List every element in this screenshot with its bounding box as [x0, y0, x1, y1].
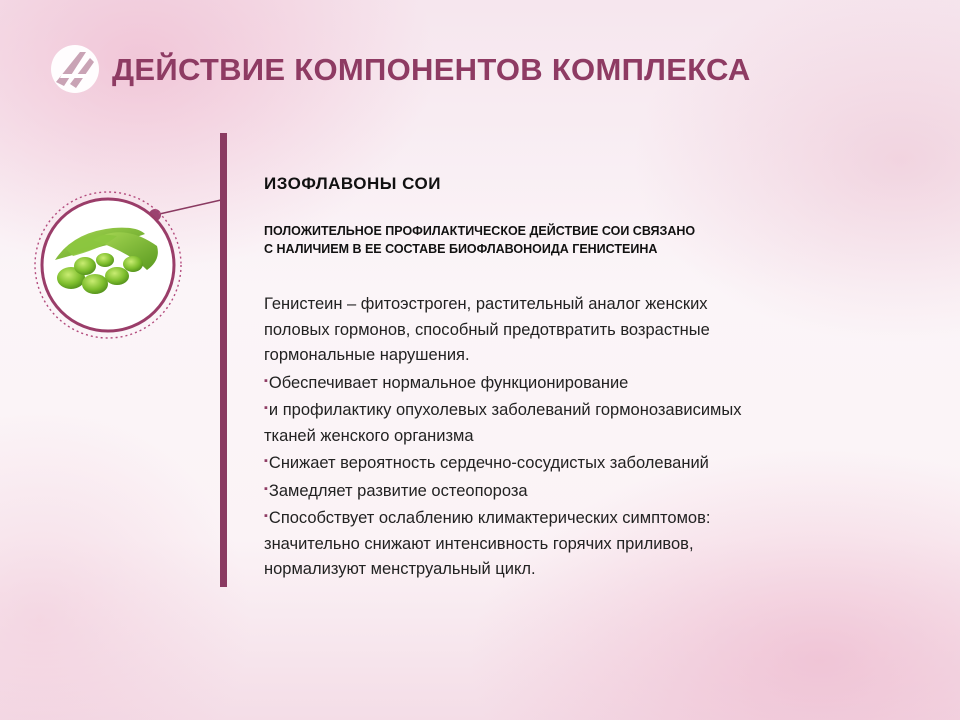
- bullet-icon: ▪: [264, 455, 268, 467]
- bullet-continuation: тканей женского организма: [264, 426, 474, 445]
- page-title: ДЕЙСТВИЕ КОМПОНЕНТОВ КОМПЛЕКСА: [112, 52, 751, 87]
- soybean-pods-image: [33, 190, 183, 340]
- subheading-line: С НАЛИЧИЕМ В ЕЕ СОСТАВЕ БИОФЛАВОНОИДА ГЕНИСТЕИНА: [264, 242, 658, 256]
- intro-line: гормональные нарушения.: [264, 346, 470, 364]
- section-heading: ИЗОФЛАВОНЫ СОИ: [264, 174, 441, 193]
- subheading-line: ПОЛОЖИТЕЛЬНОЕ ПРОФИЛАКТИЧЕСКОЕ ДЕЙСТВИЕ СОИ СВЯЗАНО: [264, 224, 696, 238]
- subheading: [264, 222, 864, 258]
- intro-line: половых гормонов, способный предотвратить возрастные: [264, 320, 710, 339]
- bullet-continuation: нормализуют менструальный цикл.: [264, 560, 536, 578]
- intro-line: Генистеин – фитоэстроген, растительный аналог женских: [264, 295, 708, 313]
- bullet-item: ▪Замедляет развитие остеопороза: [264, 481, 528, 500]
- bullet-item: ▪и профилактику опухолевых заболеваний гормонозависимых: [264, 401, 742, 419]
- bullet-icon: ▪: [264, 510, 268, 522]
- vertical-divider: [220, 133, 227, 587]
- bullet-icon: ▪: [264, 482, 268, 495]
- bullet-icon: ▪: [264, 374, 268, 387]
- bullet-item: ▪Способствует ослаблению климактерических симптомов:: [264, 509, 711, 527]
- brand-logo-icon: [50, 44, 100, 94]
- soybean-image-frame: [33, 190, 183, 340]
- body-text: [264, 292, 904, 583]
- bullet-continuation: значительно снижают интенсивность горячих приливов,: [264, 534, 694, 553]
- bullet-icon: ▪: [264, 402, 268, 414]
- bullet-item: ▪Обеспечивает нормальное функционирование: [264, 373, 629, 392]
- bullet-item: ▪Снижает вероятность сердечно-сосудистых заболеваний: [264, 454, 709, 472]
